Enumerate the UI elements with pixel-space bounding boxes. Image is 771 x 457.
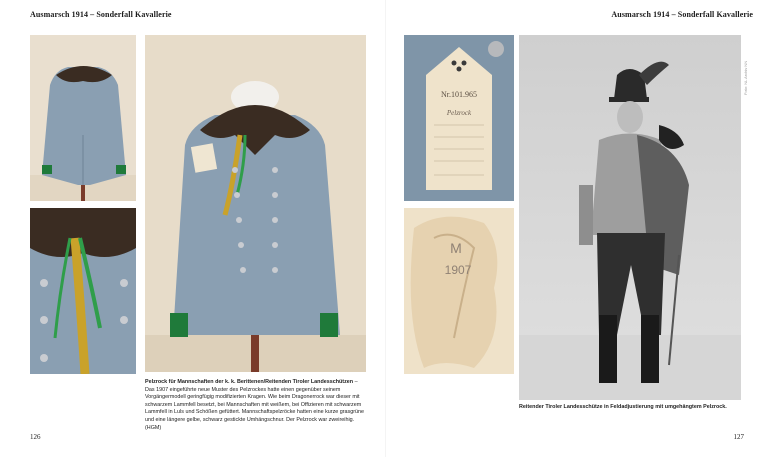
tag-number-text: Nr.101.965 [441, 90, 477, 99]
coat-front-photo [145, 35, 366, 372]
right-page [386, 0, 771, 457]
tag-label-text: Pelzrock [446, 109, 472, 117]
cord-detail-photo [30, 208, 136, 374]
coat-back-photo [30, 35, 136, 201]
figure-caption-left [145, 379, 366, 432]
stamp-letter: M [450, 240, 462, 256]
soldier-portrait-photo [519, 35, 741, 400]
caption-body: – Das 1907 eingeführte neue Muster des Pelzrockes hatte einen gegenüber seinem Vorgängermodell geringfügig modifizierten Kragen. Wie beim Dragonerrock war dieser mit schwarzem Lammfell besetzt, bei Mannschaften mit weißem, bei Offizieren mit schwarzem Lammfell in Luls und Schößen gefüttert. Mannschaftspelzröcke hatten eine kurze grasgrüne und eine längere gelbe, schwarz gestickte Umhängschnur. Der Pelzrock war zweireihig. (HGM) [145, 379, 365, 431]
running-head-left: Ausmarsch 1914 – Sonderfall Kavallerie [30, 10, 172, 19]
page-number-left: 126 [30, 433, 41, 441]
stamp-year: 1907 [444, 263, 472, 277]
figure-caption-right [519, 404, 741, 412]
photo-credit: Foto: NL Archiv NN [743, 60, 748, 95]
page-number-right: 127 [733, 433, 744, 441]
running-head-right: Ausmarsch 1914 – Sonderfall Kavallerie [611, 10, 753, 19]
caption-title: Pelzrock für Mannschaften der k. k. Berittenen/Reitenden Tiroler Landesschützen [145, 379, 354, 385]
caption-right-text: Reitender Tiroler Landesschütze in Feldadjustierung mit umgehängtem Pelzrock. [519, 404, 727, 410]
left-page [0, 0, 385, 457]
tag-photo [404, 35, 514, 201]
lining-stamp-photo [404, 208, 514, 374]
